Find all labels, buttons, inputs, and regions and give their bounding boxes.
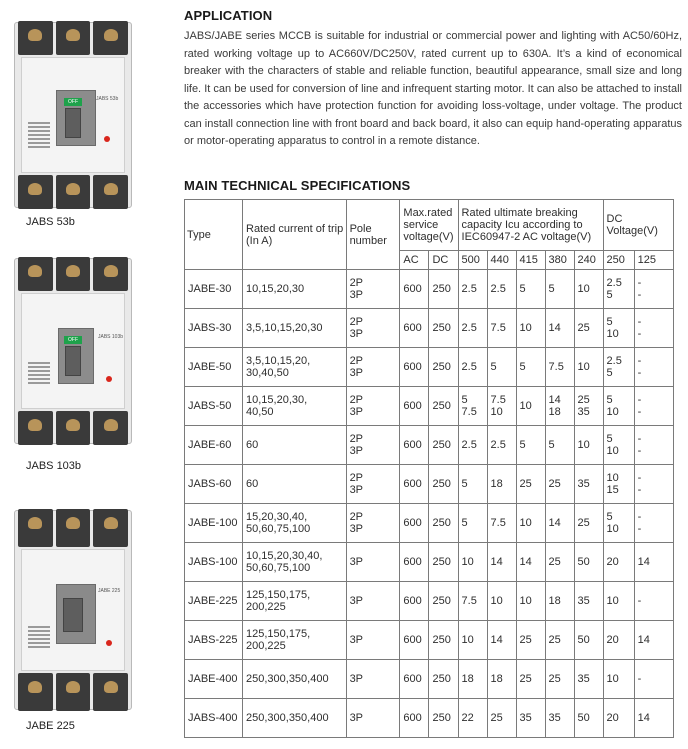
cell-icu-380: 14 18 [545, 387, 574, 426]
product-caption: JABS 53b [26, 216, 75, 228]
table-row [185, 387, 674, 426]
header-rated-current: Rated current of trip (In A) [243, 200, 347, 270]
header-type: Type [185, 200, 243, 270]
off-indicator: OFF [64, 336, 82, 344]
cell-icu-440: 25 [487, 699, 516, 738]
cell-icu-240: 50 [574, 621, 603, 660]
cell-dc-voltage: 250 [429, 543, 458, 582]
specs-table [184, 199, 674, 738]
cell-icu-415: 5 [516, 270, 545, 309]
cell-icu-415: 10 [516, 309, 545, 348]
cell-dc-250: 5 10 [603, 426, 634, 465]
line-terminals [15, 509, 131, 547]
cell-dc-voltage: 250 [429, 660, 458, 699]
cell-icu-440: 14 [487, 621, 516, 660]
cell-rated-current: 60 [243, 465, 347, 504]
breaker-body [21, 549, 125, 671]
header-500: 500 [458, 251, 487, 270]
cell-type: JABE-400 [185, 660, 243, 699]
cell-type: JABE-30 [185, 270, 243, 309]
cell-icu-500: 5 [458, 465, 487, 504]
product-caption: JABE 225 [26, 720, 75, 732]
off-indicator: OFF [64, 98, 82, 106]
cell-icu-240: 50 [574, 699, 603, 738]
cell-dc-125: - - [634, 504, 673, 543]
cell-icu-440: 18 [487, 660, 516, 699]
cell-dc-250: 10 15 [603, 465, 634, 504]
cell-dc-voltage: 250 [429, 621, 458, 660]
cell-icu-440: 14 [487, 543, 516, 582]
cell-pole: 2P 3P [346, 348, 400, 387]
cell-ac-voltage: 600 [400, 387, 429, 426]
header-dc: DC [429, 251, 458, 270]
cell-icu-240: 50 [574, 543, 603, 582]
cell-ac-voltage: 600 [400, 465, 429, 504]
cell-ac-voltage: 600 [400, 582, 429, 621]
cell-icu-500: 2.5 [458, 426, 487, 465]
cell-pole: 3P [346, 660, 400, 699]
cell-icu-240: 25 [574, 504, 603, 543]
cell-icu-440: 2.5 [487, 426, 516, 465]
table-row [185, 660, 674, 699]
cell-icu-380: 5 [545, 270, 574, 309]
table-row [185, 582, 674, 621]
table-row [185, 270, 674, 309]
cell-ac-voltage: 600 [400, 504, 429, 543]
toggle-handle [65, 108, 81, 138]
cell-dc-voltage: 250 [429, 426, 458, 465]
cell-pole: 2P 3P [346, 426, 400, 465]
header-240: 240 [574, 251, 603, 270]
cell-dc-125: - - [634, 270, 673, 309]
cell-dc-125: - - [634, 426, 673, 465]
cell-dc-voltage: 250 [429, 582, 458, 621]
cell-dc-voltage: 250 [429, 348, 458, 387]
cell-icu-415: 10 [516, 387, 545, 426]
header-250: 250 [603, 251, 634, 270]
cell-pole: 2P 3P [346, 387, 400, 426]
cell-icu-500: 22 [458, 699, 487, 738]
cell-rated-current: 125,150,175, 200,225 [243, 621, 347, 660]
cell-rated-current: 10,15,20,30, 40,50 [243, 387, 347, 426]
cell-dc-125: - - [634, 348, 673, 387]
cell-type: JABS-100 [185, 543, 243, 582]
cell-icu-240: 25 35 [574, 387, 603, 426]
cell-icu-415: 14 [516, 543, 545, 582]
cell-icu-500: 10 [458, 621, 487, 660]
cell-pole: 3P [346, 621, 400, 660]
trip-button [106, 640, 112, 646]
cell-icu-415: 5 [516, 348, 545, 387]
header-440: 440 [487, 251, 516, 270]
cell-type: JABE-60 [185, 426, 243, 465]
breaker-model-label: JABE 225 [98, 588, 121, 594]
header-380: 380 [545, 251, 574, 270]
cell-dc-125: 14 [634, 699, 673, 738]
cell-dc-125: - - [634, 387, 673, 426]
cell-icu-415: 25 [516, 465, 545, 504]
cell-dc-voltage: 250 [429, 270, 458, 309]
cell-ac-voltage: 600 [400, 348, 429, 387]
specs-heading: MAIN TECHNICAL SPECIFICATIONS [184, 178, 411, 193]
header-125: 125 [634, 251, 673, 270]
header-dc-voltage: DC Voltage(V) [603, 200, 673, 251]
cell-dc-125: - - [634, 465, 673, 504]
cell-icu-380: 25 [545, 465, 574, 504]
cell-icu-440: 18 [487, 465, 516, 504]
cell-dc-voltage: 250 [429, 699, 458, 738]
cell-icu-240: 35 [574, 465, 603, 504]
cell-dc-250: 2.5 5 [603, 348, 634, 387]
cell-type: JABS-400 [185, 699, 243, 738]
cell-icu-415: 5 [516, 426, 545, 465]
cell-icu-240: 35 [574, 582, 603, 621]
table-row [185, 699, 674, 738]
table-row [185, 504, 674, 543]
table-row [185, 465, 674, 504]
cell-icu-380: 5 [545, 426, 574, 465]
load-terminals [15, 411, 131, 445]
application-heading: APPLICATION [184, 8, 273, 23]
cell-ac-voltage: 600 [400, 270, 429, 309]
cell-icu-415: 25 [516, 660, 545, 699]
breaker-body [21, 293, 125, 409]
breaker-image-jabe-225 [14, 510, 132, 710]
cell-pole: 3P [346, 543, 400, 582]
cell-pole: 2P 3P [346, 504, 400, 543]
cell-dc-250: 20 [603, 543, 634, 582]
cell-icu-380: 35 [545, 699, 574, 738]
cell-type: JABE-50 [185, 348, 243, 387]
header-415: 415 [516, 251, 545, 270]
load-terminals [15, 673, 131, 711]
cell-dc-250: 10 [603, 660, 634, 699]
table-row [185, 426, 674, 465]
cell-rated-current: 125,150,175, 200,225 [243, 582, 347, 621]
cell-icu-240: 10 [574, 426, 603, 465]
product-caption: JABS 103b [26, 460, 82, 472]
cell-pole: 2P 3P [346, 465, 400, 504]
cell-dc-voltage: 250 [429, 465, 458, 504]
application-text: JABS/JABE series MCCB is suitable for industrial or commercial power and lighting with AC50/60Hz, rated working voltage up to AC660V/DC250V, rated current up to 630A. It’s a kind of economical breaker with the characters of stable and reliable function, beautiful appearance, small size and long life. It can be used for conversion of line and infrequent starting motor. It can also be attached to install the accessories which have protection function for avoiding loss-voltage, under voltage. The product can install connection line with front board and back board, it also can equip hand-operating apparatus or motor-operating apparatus to control in a remote distance. [184, 30, 682, 147]
cell-ac-voltage: 600 [400, 543, 429, 582]
cell-ac-voltage: 600 [400, 621, 429, 660]
cell-icu-500: 2.5 [458, 348, 487, 387]
cell-ac-voltage: 600 [400, 699, 429, 738]
cell-icu-440: 7.5 [487, 504, 516, 543]
breaker-body [21, 57, 125, 173]
cell-icu-500: 10 [458, 543, 487, 582]
cell-type: JABE-100 [185, 504, 243, 543]
cell-type: JABS-50 [185, 387, 243, 426]
cell-type: JABS-60 [185, 465, 243, 504]
cell-icu-380: 7.5 [545, 348, 574, 387]
trip-button [104, 136, 110, 142]
cell-icu-380: 18 [545, 582, 574, 621]
line-terminals [15, 21, 131, 55]
cell-icu-240: 10 [574, 270, 603, 309]
cell-rated-current: 60 [243, 426, 347, 465]
breaker-model-label: JABS 53b [96, 96, 119, 102]
cell-icu-415: 35 [516, 699, 545, 738]
cell-dc-250: 5 10 [603, 504, 634, 543]
cell-rated-current: 3,5,10,15,20,30 [243, 309, 347, 348]
header-max-voltage: Max.rated service voltage(V) [400, 200, 458, 251]
cell-icu-240: 25 [574, 309, 603, 348]
product-images [0, 0, 172, 749]
cell-pole: 3P [346, 699, 400, 738]
cell-type: JABS-225 [185, 621, 243, 660]
cell-pole: 3P [346, 582, 400, 621]
cell-icu-440: 10 [487, 582, 516, 621]
cell-icu-500: 7.5 [458, 582, 487, 621]
table-body [185, 270, 674, 738]
cell-dc-250: 5 10 [603, 309, 634, 348]
cell-dc-250: 20 [603, 699, 634, 738]
cell-icu-500: 5 7.5 [458, 387, 487, 426]
breaker-model-label: JABS 103b [98, 334, 124, 340]
cell-dc-voltage: 250 [429, 504, 458, 543]
table-row [185, 309, 674, 348]
cell-dc-250: 10 [603, 582, 634, 621]
table-header-row [185, 200, 674, 251]
header-ac: AC [400, 251, 429, 270]
cell-rated-current: 250,300,350,400 [243, 699, 347, 738]
cell-dc-125: 14 [634, 621, 673, 660]
cell-rated-current: 10,15,20,30,40, 50,60,75,100 [243, 543, 347, 582]
cell-dc-250: 2.5 5 [603, 270, 634, 309]
cell-dc-250: 20 [603, 621, 634, 660]
cell-icu-440: 7.5 [487, 309, 516, 348]
cell-type: JABS-30 [185, 309, 243, 348]
cell-icu-240: 35 [574, 660, 603, 699]
cell-pole: 2P 3P [346, 270, 400, 309]
table-row [185, 348, 674, 387]
cell-icu-380: 25 [545, 621, 574, 660]
cell-ac-voltage: 600 [400, 309, 429, 348]
cell-icu-440: 5 [487, 348, 516, 387]
cell-pole: 2P 3P [346, 309, 400, 348]
trip-button [106, 376, 112, 382]
table-row [185, 543, 674, 582]
toggle-handle [65, 346, 81, 376]
toggle-handle [63, 598, 83, 632]
cell-icu-380: 14 [545, 504, 574, 543]
breaker-image-jabs-103b [14, 258, 132, 444]
cell-icu-440: 7.5 10 [487, 387, 516, 426]
cell-dc-125: - - [634, 309, 673, 348]
cell-icu-500: 5 [458, 504, 487, 543]
cell-ac-voltage: 600 [400, 660, 429, 699]
cell-icu-500: 2.5 [458, 309, 487, 348]
cell-icu-240: 10 [574, 348, 603, 387]
cell-type: JABE-225 [185, 582, 243, 621]
cell-icu-380: 25 [545, 660, 574, 699]
cell-icu-380: 14 [545, 309, 574, 348]
load-terminals [15, 175, 131, 209]
cell-rated-current: 15,20,30,40, 50,60,75,100 [243, 504, 347, 543]
line-terminals [15, 257, 131, 291]
header-breaking-capacity: Rated ultimate breaking capacity Icu according to IEC60947-2 AC voltage(V) [458, 200, 603, 251]
cell-rated-current: 3,5,10,15,20, 30,40,50 [243, 348, 347, 387]
breaker-image-jabs-53b [14, 22, 132, 208]
cell-dc-125: 14 [634, 543, 673, 582]
cell-rated-current: 10,15,20,30 [243, 270, 347, 309]
cell-dc-voltage: 250 [429, 387, 458, 426]
cell-icu-415: 25 [516, 621, 545, 660]
cell-icu-440: 2.5 [487, 270, 516, 309]
table-row [185, 621, 674, 660]
cell-icu-500: 2.5 [458, 270, 487, 309]
cell-dc-voltage: 250 [429, 309, 458, 348]
cell-rated-current: 250,300,350,400 [243, 660, 347, 699]
cell-icu-415: 10 [516, 504, 545, 543]
cell-icu-415: 10 [516, 582, 545, 621]
cell-dc-125: - [634, 660, 673, 699]
cell-icu-380: 25 [545, 543, 574, 582]
cell-ac-voltage: 600 [400, 426, 429, 465]
cell-icu-500: 18 [458, 660, 487, 699]
header-pole-number: Pole number [346, 200, 400, 270]
cell-dc-125: - [634, 582, 673, 621]
cell-dc-250: 5 10 [603, 387, 634, 426]
